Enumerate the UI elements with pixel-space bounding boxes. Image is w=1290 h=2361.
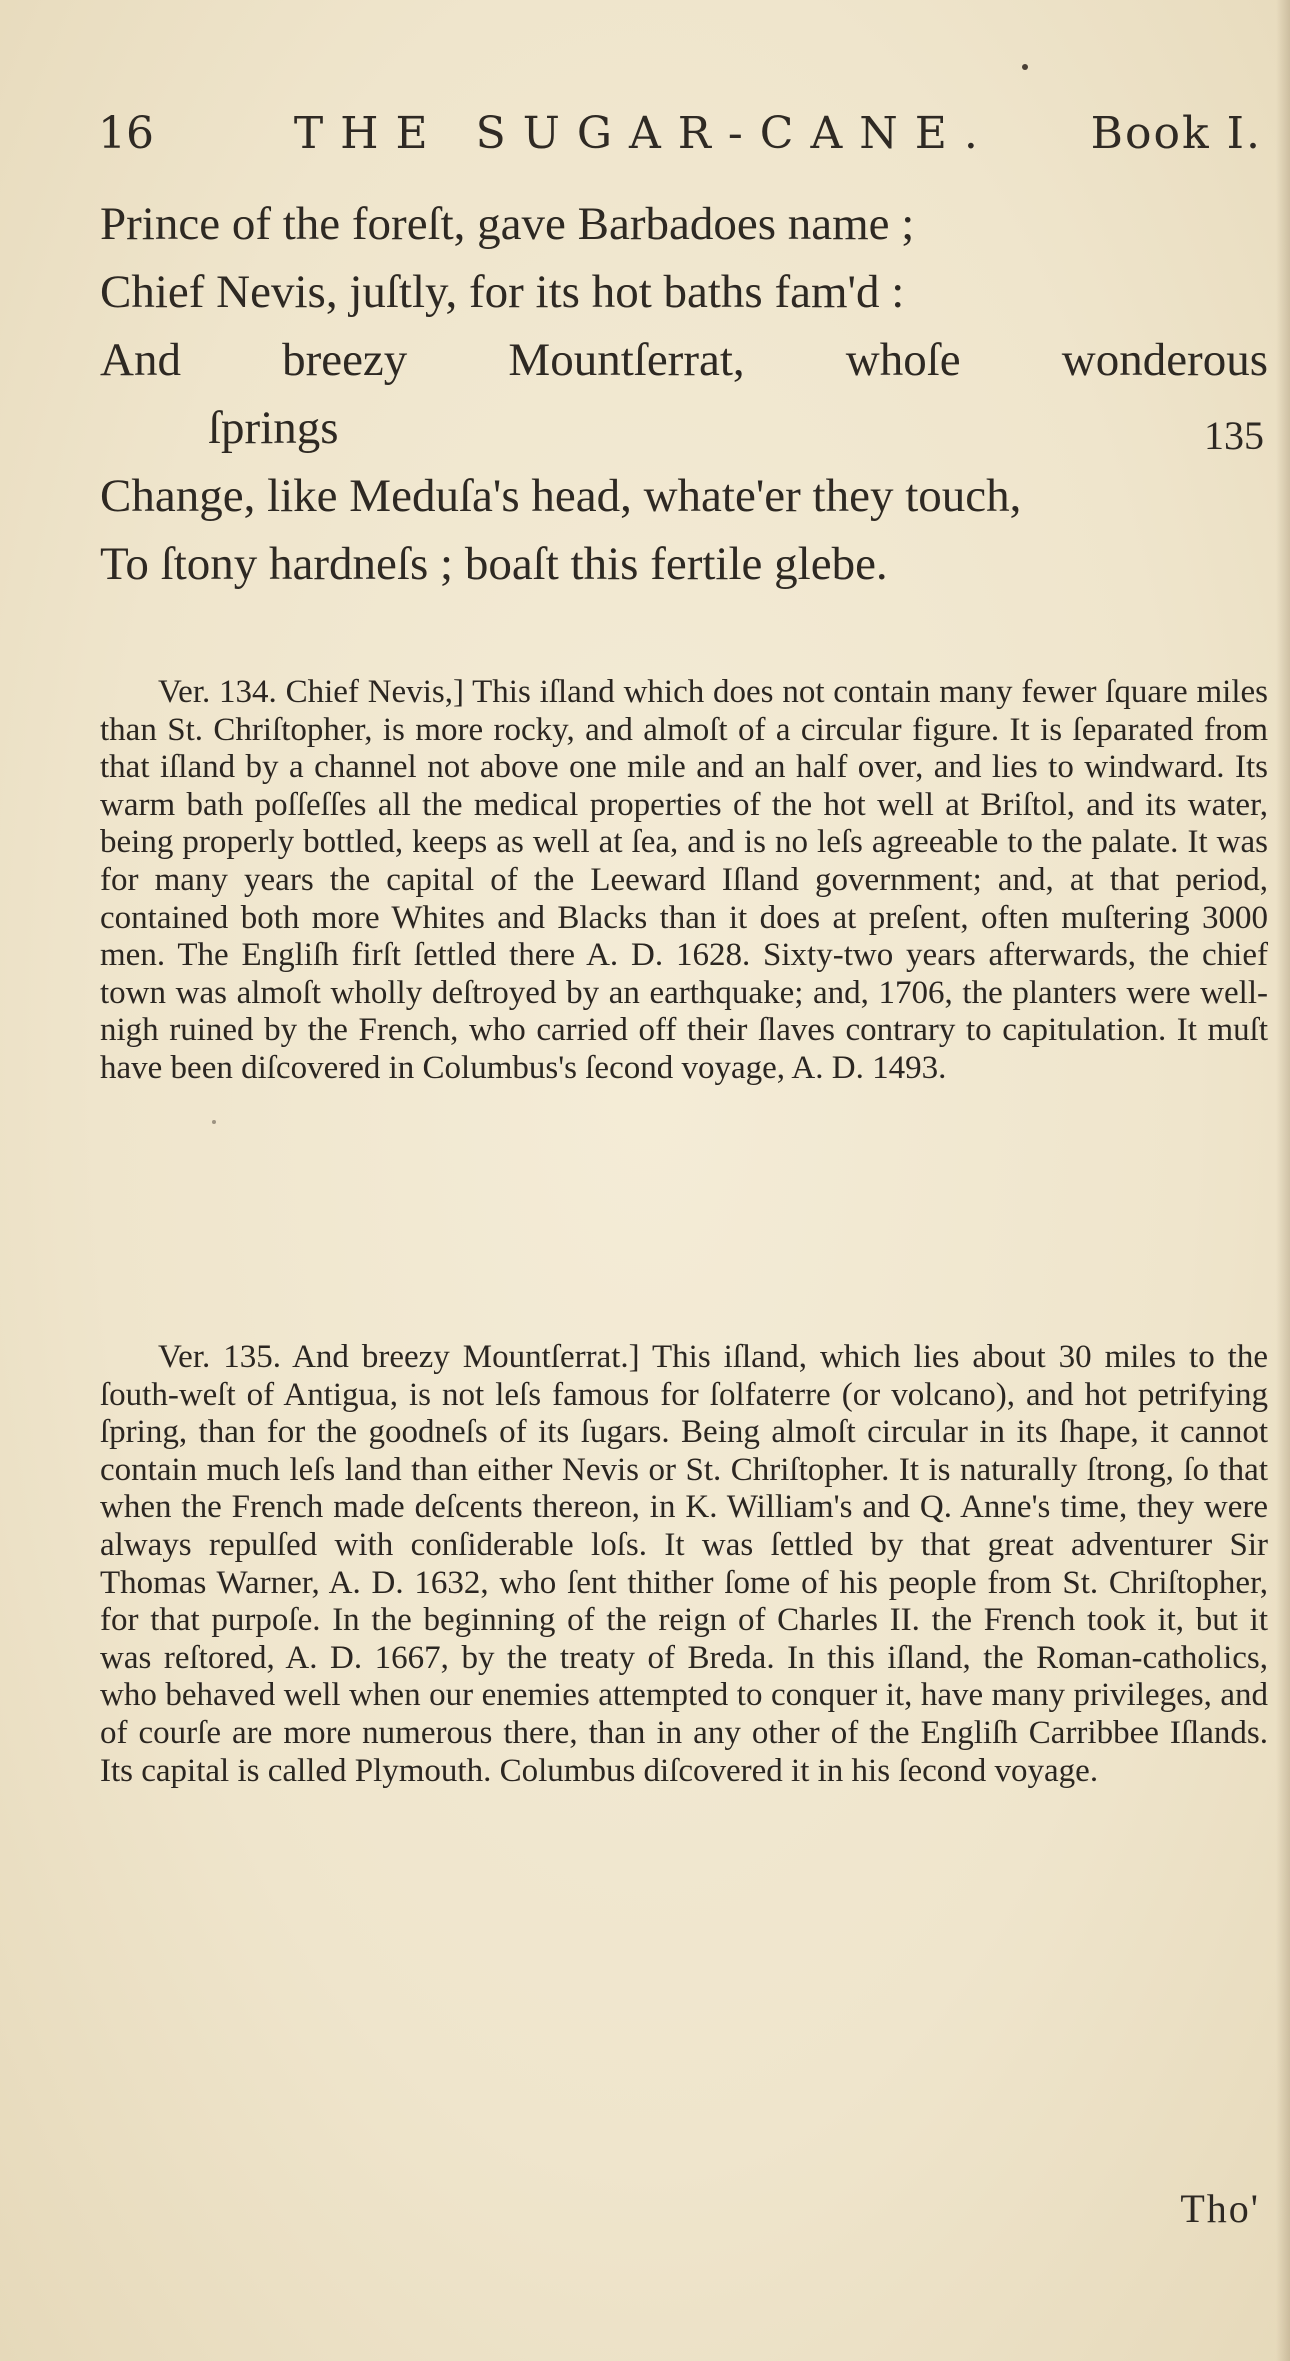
verse-line: Change, like Meduſa's head, whate'er they touch, [100, 470, 1022, 522]
verse-word: whoſe [845, 334, 961, 386]
poem-verses [100, 190, 1268, 598]
verse-line: Prince of the foreſt, gave Barbadoes name ; [100, 198, 915, 250]
running-title: THE SUGAR-CANE. [293, 108, 995, 159]
verse-word: Mountſerrat, [508, 334, 745, 386]
verse-line-justified [100, 326, 1268, 394]
footnote-ver-134: Ver. 134. Chief Nevis,] This iſland which does not contain many fewer ſquare miles than St. Chriſtopher, is more rocky, and almoſt of a circular figure. It is ſeparated from that iſland by a channel not above one mile and an half over, and lies to windward. Its warm bath poſſeſſes all the medical properties of the hot well at Briſtol, and its water, being properly bottled, keeps as well at ſea, and is no leſs agreeable to the palate. It was for many years the capital of the Leeward Iſland government; and, at that period, contained both more Whites and Blacks than it does at preſent, often muſtering 3000 men. The Engliſh firſt ſettled there A. D. 1628. Sixty-two years afterwards, the chief town was almoſt wholly deſtroyed by an earthquake; and, 1706, the planters were well-nigh ruined by the French, who carried off their ſlaves contrary to capitulation. It muſt have been diſcovered in Columbus's ſecond voyage, A. D. 1493. [100, 674, 1268, 1086]
page-edge-shadow [1276, 0, 1290, 2361]
footnote-ver-135: Ver. 135. And breezy Mountſerrat.] This iſland, which lies about 30 miles to the ſouth-weſt of Antigua, is not leſs famous for ſolfaterre (or volcano), and hot petrifying ſpring, than for the goodneſs of its ſugars. Being almoſt circular in its ſhape, it cannot contain much leſs land than either Nevis or St. Chriſtopher. It is naturally ſtrong, ſo that when the French made deſcents thereon, in K. William's and Q. Anne's time, they were always repulſed with conſiderable loſs. It was ſettled by that great adventurer Sir Thomas Warner, A. D. 1632, who ſent thither ſome of his people from St. Chriſtopher, for that purpoſe. In the beginning of the reign of Charles II. the French took it, but it was reſtored, A. D. 1667, by the treaty of Breda. In this iſland, the Roman-catholics, who behaved well when our enemies attempted to conquer it, have many privileges, and of courſe are more numerous there, than in any other of the Engliſh Carribbee Iſlands. Its capital is called Plymouth. Columbus diſcovered it in his ſecond voyage. [100, 1339, 1268, 1789]
verse-line: Chief Nevis, juſtly, for its hot baths fam'd : [100, 266, 905, 318]
line-number: 135 [1204, 413, 1264, 458]
page-number: 16 [98, 108, 154, 159]
verse-word: ſprings [208, 402, 339, 454]
ink-speck [212, 1120, 216, 1124]
verse-line: To ſtony hardneſs ; boaſt this fertile glebe. [100, 538, 888, 590]
verse-word: wonderous [1061, 334, 1268, 386]
catchword: Tho' [1180, 2186, 1260, 2231]
verse-word: breezy [282, 334, 408, 386]
ink-speck [1022, 64, 1028, 70]
verse-line-continuation [100, 394, 1268, 462]
verse-word: And [100, 334, 181, 386]
book-label: Book I. [1090, 108, 1262, 159]
running-header [98, 108, 1262, 159]
